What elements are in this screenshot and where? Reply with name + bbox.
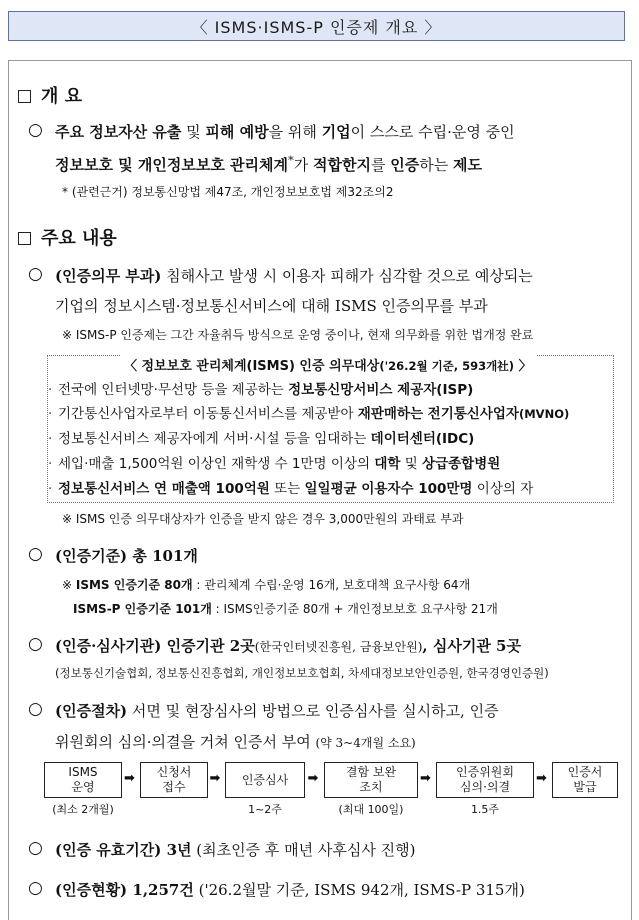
duty-line-2: 기업의 정보시스템·정보통신서비스에 대해 ISMS 인증의무를 부과 xyxy=(55,297,488,315)
bullet-icon: ○ xyxy=(28,634,43,654)
flow-step-duration: 1~2주 xyxy=(248,803,282,816)
flow-step-label: ISMS xyxy=(68,765,98,779)
isms-box-row: · 세입·매출 1,500억원 이상인 재학생 수 1만명 이상의 대학 및 상급종합병원 xyxy=(48,456,501,472)
title-bar xyxy=(8,11,625,41)
bullet-icon: ○ xyxy=(28,878,43,898)
bullet-icon: ○ xyxy=(28,120,43,140)
checkbox-icon xyxy=(18,90,31,103)
flow-step xyxy=(552,762,618,798)
flow-step xyxy=(436,762,534,798)
isms-box-row: · 전국에 인터넷망·무선망 등을 제공하는 정보통신망서비스 제공자(ISP) xyxy=(48,382,474,398)
bullet-icon: ○ xyxy=(28,544,43,564)
flow-step xyxy=(225,762,305,798)
flow-step-label: 신청서 xyxy=(156,765,192,779)
duty-note: ※ ISMS-P 인증제는 그간 자율취득 방식으로 운영 중이나, 현재 의무화를 위한 법개정 완료 xyxy=(62,328,534,342)
flow-step-label: 심의·의결 xyxy=(459,780,511,794)
overview-line-1: 주요 정보자산 유출 및 피해 예방을 위해 기업이 스스로 수립·운영 중인 xyxy=(55,123,515,141)
flow-step-duration: 1.5주 xyxy=(470,803,500,816)
overview-line-2: 정보보호 및 개인정보보호 관리체계*가 적합한지를 인증하는 제도 xyxy=(55,153,482,174)
arrow-right-icon: ➡ xyxy=(209,771,221,786)
section-heading-overview xyxy=(18,82,82,108)
flow-step xyxy=(324,762,418,798)
flow-step-label: 발급 xyxy=(573,780,597,794)
flow-step xyxy=(44,762,122,798)
section-heading-text: 주요 내용 xyxy=(41,228,117,249)
bullet-icon: ○ xyxy=(28,699,43,719)
validity-line: (인증 유효기간) 3년 (최초인증 후 매년 사후심사 진행) xyxy=(55,841,416,859)
section-heading-main xyxy=(18,224,117,250)
fine-note: ※ ISMS 인증 의무대상자가 인증을 받지 않은 경우 3,000만원의 과태료 부과 xyxy=(62,512,464,526)
criteria-isms: ※ ISMS 인증기준 80개 : 관리체계 수립·운영 16개, 보호대책 요구사항 64개 xyxy=(62,578,471,592)
bullet-icon: ○ xyxy=(28,264,43,284)
flow-step-duration: (최소 2개월) xyxy=(52,803,114,816)
overview-legal-note: * (관련근거) 정보통신망법 제47조, 개인정보보호법 제32조의2 xyxy=(62,185,394,199)
flow-step-label: 인증위원회 xyxy=(456,765,514,779)
isms-box-row: · 정보통신서비스 제공자에게 서버·시설 등을 임대하는 데이터센터(IDC) xyxy=(48,431,475,447)
procedure-line-1: (인증절차) 서면 및 현장심사의 방법으로 인증심사를 실시하고, 인증 xyxy=(55,702,499,720)
flow-step-label: 운영 xyxy=(71,780,95,794)
arrow-right-icon: ➡ xyxy=(124,771,135,786)
isms-box-header: 〈 정보보호 관리체계(ISMS) 인증 의무대상('26.2월 기준, 593개社) 〉 xyxy=(120,355,536,374)
flow-step-label: 조치 xyxy=(359,780,383,794)
org-line: (인증·심사기관) 인증기관 2곳(한국인터넷진흥원, 금융보안원), 심사기관 5곳 xyxy=(55,637,521,655)
isms-box-row: · 정보통신서비스 연 매출액 100억원 또는 일일평균 이용자수 100만명 이상의 자 xyxy=(48,481,534,497)
duty-line-1: (인증의무 부과) 침해사고 발생 시 이용자 피해가 심각할 것으로 예상되는 xyxy=(55,267,533,285)
bullet-icon: ○ xyxy=(28,838,43,858)
isms-box-row: · 기간통신사업자로부터 이동통신서비스를 제공받아 재판매하는 전기통신사업자(MVNO) xyxy=(48,406,570,422)
flow-step-label: 인증서 xyxy=(567,765,603,779)
org-audit-detail: (정보통신기술협회, 정보통신진흥협회, 개인정보보호협회, 차세대정보보안인증원, 한국경영인증원) xyxy=(55,666,549,680)
flow-step-label: 접수 xyxy=(162,780,186,794)
flow-step-duration: (최대 100일) xyxy=(338,803,404,816)
status-line: (인증현황) 1,257건 ('26.2월말 기준, ISMS 942개, ISMS-P 315개) xyxy=(55,881,525,899)
criteria-ismsp: ISMS-P 인증기준 101개 : ISMS인증기준 80개 + 개인정보보호 요구사항 21개 xyxy=(73,602,498,616)
page-title: 〈 ISMS·ISMS-P 인증제 개요 〉 xyxy=(191,17,442,37)
flow-step xyxy=(140,762,208,798)
arrow-right-icon: ➡ xyxy=(536,771,547,786)
arrow-right-icon: ➡ xyxy=(307,771,319,786)
checkbox-icon xyxy=(18,232,31,245)
flow-step-label: 결함 보완 xyxy=(345,765,397,779)
section-heading-text: 개 요 xyxy=(41,86,83,107)
criteria-line: (인증기준) 총 101개 xyxy=(55,547,198,565)
arrow-right-icon: ➡ xyxy=(420,771,431,786)
flow-step-label: 인증심사 xyxy=(241,772,289,787)
procedure-line-2: 위원회의 심의·의결을 거쳐 인증서 부여 (약 3~4개월 소요) xyxy=(55,733,416,751)
